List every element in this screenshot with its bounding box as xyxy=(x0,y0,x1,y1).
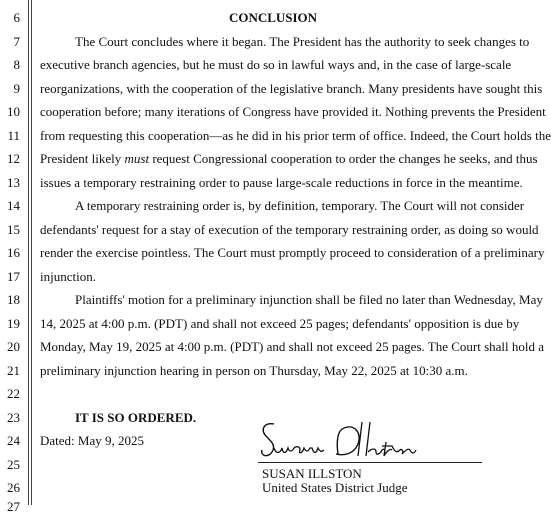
line-number: 15 xyxy=(7,222,20,237)
body-line: A temporary restraining order is, by definition, temporary. The Court will not consider xyxy=(75,198,525,213)
line-number: 14 xyxy=(7,198,20,213)
body-line: The Court concludes where it began. The President has the authority to seek changes to xyxy=(75,34,530,49)
body-line: injunction. xyxy=(40,269,96,284)
emphasis-text: must xyxy=(124,151,150,166)
body-line: preliminary injunction hearing in person on Thursday, May 22, 2025 at 10:30 a.m. xyxy=(40,363,468,378)
line-number: 7 xyxy=(13,34,20,49)
body-line: Plaintiffs' motion for a preliminary injunction shall be filed no later than Wednesday, May xyxy=(75,292,543,307)
line-number: 27 xyxy=(7,499,20,514)
body-line xyxy=(40,152,538,166)
line-number: 24 xyxy=(7,433,20,448)
body-line: 14, 2025 at 4:00 p.m. (PDT) and shall not exceed 25 pages; defendants' opposition is due by xyxy=(40,316,520,331)
line-number: 18 xyxy=(7,292,20,307)
dated-line: Dated: May 9, 2025 xyxy=(40,433,144,448)
line-number: 16 xyxy=(7,245,20,260)
margin-rule-left-inner xyxy=(31,0,32,505)
signature-line xyxy=(258,462,482,463)
body-line: render the exercise pointless. The Court must promptly proceed to consideration of a preliminary xyxy=(40,245,545,260)
line-number: 17 xyxy=(7,269,20,284)
line-number: 13 xyxy=(7,175,20,190)
body-text: President likely xyxy=(40,151,125,166)
body-line: executive branch agencies, but he must do so in lawful ways and, in the case of large-scale xyxy=(40,57,512,72)
margin-rule-left xyxy=(28,0,29,505)
signatory-name: SUSAN ILLSTON xyxy=(262,466,362,481)
line-number: 22 xyxy=(7,386,20,401)
line-number: 23 xyxy=(7,410,20,425)
body-line: cooperation before; many iterations of Congress have provided it. Nothing prevents the President xyxy=(40,104,546,119)
handwritten-signature xyxy=(258,418,428,464)
section-heading: CONCLUSION xyxy=(228,10,318,25)
line-number: 8 xyxy=(13,57,20,72)
line-number: 21 xyxy=(7,363,20,378)
body-line: issues a temporary restraining order to pause large-scale reductions in force in the meantime. xyxy=(40,175,523,190)
line-number: 10 xyxy=(7,104,20,119)
line-number: 26 xyxy=(7,480,20,495)
line-number: 12 xyxy=(7,151,20,166)
line-number: 11 xyxy=(7,128,20,143)
body-line: from requesting this cooperation—as he did in his prior term of office. Indeed, the Court holds the xyxy=(40,128,551,143)
body-line: Monday, May 19, 2025 at 4:00 p.m. (PDT) and shall not exceed 25 pages. The Court shall hold a xyxy=(40,339,545,354)
body-text: request Congressional cooperation to order the changes he seeks, and thus xyxy=(149,151,538,166)
line-number: 25 xyxy=(7,457,20,472)
order-statement: IT IS SO ORDERED. xyxy=(75,410,197,425)
line-number: 6 xyxy=(13,10,20,25)
line-number: 20 xyxy=(7,339,20,354)
line-number: 19 xyxy=(7,316,20,331)
signatory-title: United States District Judge xyxy=(262,480,408,495)
body-line: defendants' request for a stay of execution of the temporary restraining order, as doing so would xyxy=(40,222,539,237)
body-line: reorganizations, with the cooperation of the legislative branch. Many presidents have sought this xyxy=(40,81,543,96)
line-number: 9 xyxy=(13,81,20,96)
